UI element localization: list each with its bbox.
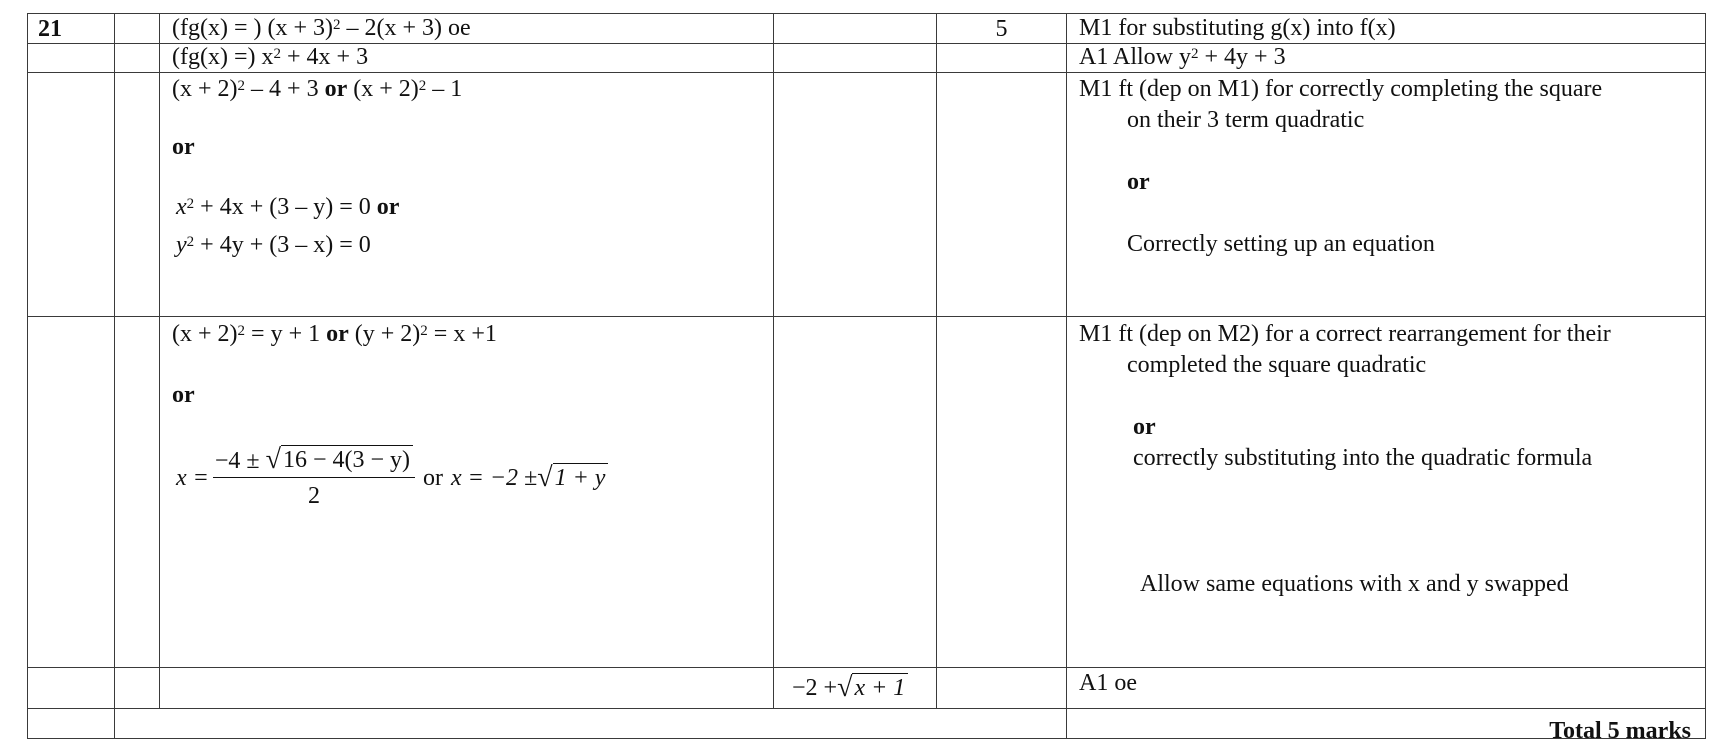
- working-line: [172, 320, 497, 348]
- part-cell: [115, 44, 160, 73]
- part-cell: [115, 14, 160, 44]
- or-word: or: [423, 464, 444, 491]
- note-line: Correctly setting up an equation: [1127, 231, 1435, 257]
- or-word: or: [1127, 169, 1150, 195]
- working-line: [176, 231, 371, 259]
- working-cell: [160, 44, 774, 73]
- working-line: [172, 44, 368, 72]
- working-text: – 1: [426, 76, 463, 102]
- square-root: [537, 463, 608, 493]
- note-line: A1 oe: [1079, 670, 1137, 696]
- working-text: + 4x + 3: [281, 44, 369, 70]
- notes-cell: [1067, 73, 1706, 317]
- working-text: – 4 + 3: [245, 76, 325, 102]
- formula-fraction: [213, 445, 415, 510]
- exponent: 2: [333, 17, 341, 33]
- numerator-text: −4 ±: [214, 448, 266, 474]
- note-line: [1079, 44, 1286, 72]
- notes-cell: [1067, 668, 1706, 709]
- mark-cell: [937, 14, 1067, 44]
- radical-sign-icon: √: [837, 672, 853, 703]
- question-number-cell: [28, 709, 115, 739]
- total-marks-label: Total 5 marks: [1549, 718, 1691, 739]
- note-line: M1 ft (dep on M1) for correctly completing the square: [1079, 76, 1603, 102]
- mark-cell: [937, 317, 1067, 668]
- note-line: M1 for substituting g(x) into f(x): [1079, 15, 1396, 41]
- working-text: = y + 1: [245, 321, 327, 347]
- exponent: 2: [186, 234, 195, 250]
- answer-cell: [774, 73, 937, 317]
- note-line: M1 ft (dep on M2) for a correct rearrangement for their: [1079, 321, 1611, 347]
- note-line: correctly substituting into the quadratic formula: [1133, 445, 1593, 471]
- fraction-denominator: 2: [307, 483, 320, 509]
- table-row: [28, 709, 1706, 739]
- question-number: 21: [38, 16, 62, 42]
- working-text: (x + 2): [172, 76, 238, 102]
- working-text: (y + 2): [348, 321, 421, 347]
- table-row: [28, 668, 1706, 709]
- working-cell: [160, 73, 774, 317]
- or-word: or: [1133, 414, 1156, 440]
- working-text: (x + 2): [172, 321, 238, 347]
- answer-text: −2 +: [792, 675, 838, 701]
- question-number-cell: [28, 668, 115, 709]
- working-line: [172, 75, 462, 103]
- notes-cell: [1067, 14, 1706, 44]
- radicand: 1 + y: [553, 463, 609, 493]
- table-row: [28, 73, 1706, 317]
- part-cell: [115, 709, 1067, 739]
- answer-cell: [774, 317, 937, 668]
- radical-sign-icon: √: [537, 461, 553, 493]
- working-text: + 4y + (3 – x) = 0: [194, 232, 371, 258]
- working-cell: [160, 14, 774, 44]
- quadratic-formula: [176, 445, 608, 510]
- exponent: 2: [273, 46, 281, 62]
- mark-cell: [937, 73, 1067, 317]
- square-root: [266, 445, 413, 475]
- fraction-numerator: [213, 445, 415, 478]
- or-word: or: [376, 194, 400, 220]
- notes-cell: [1067, 317, 1706, 668]
- answer-cell: [774, 668, 937, 709]
- mark-cell: [937, 44, 1067, 73]
- working-text: y: [176, 232, 187, 258]
- notes-cell: [1067, 44, 1706, 73]
- part-cell: [115, 317, 160, 668]
- radical-sign-icon: √: [265, 444, 281, 475]
- exponent: 2: [186, 196, 195, 212]
- question-number-cell: [28, 14, 115, 44]
- exponent: 2: [418, 78, 427, 94]
- table-row: [28, 44, 1706, 73]
- working-line: [172, 14, 471, 42]
- working-text: (fg(x) =) x: [172, 44, 274, 70]
- table-row: [28, 317, 1706, 668]
- radicand: 16 − 4(3 − y): [281, 445, 413, 475]
- note-text: + 4y + 3: [1198, 44, 1286, 70]
- exponent: 2: [420, 323, 428, 339]
- working-text: + 4x + (3 – y) = 0: [194, 194, 377, 220]
- exponent: 2: [237, 78, 246, 94]
- working-text: = x +1: [427, 321, 497, 347]
- working-text: (fg(x) = ) (x + 3): [172, 15, 334, 41]
- final-answer: [792, 673, 908, 703]
- part-cell: [115, 668, 160, 709]
- or-word: or: [172, 134, 195, 160]
- working-cell: [160, 317, 774, 668]
- answer-cell: [774, 14, 937, 44]
- mark-scheme-table: [27, 13, 1706, 739]
- mark-value: 5: [995, 16, 1008, 42]
- radicand: x + 1: [852, 673, 908, 703]
- working-cell: [160, 668, 774, 709]
- question-number-cell: [28, 317, 115, 668]
- working-line: [176, 193, 399, 221]
- working-text: (x + 2): [347, 76, 419, 102]
- working-text: x: [176, 194, 187, 220]
- working-text: – 2(x + 3) oe: [340, 15, 471, 41]
- or-word: or: [326, 321, 349, 347]
- or-word: or: [172, 382, 195, 408]
- note-line: Allow same equations with x and y swapped: [1140, 571, 1569, 597]
- mark-cell: [937, 668, 1067, 709]
- formula-alt: x = −2 ±: [451, 464, 538, 491]
- part-cell: [115, 73, 160, 317]
- note-text: A1 Allow y: [1079, 44, 1192, 70]
- notes-cell: [1067, 709, 1706, 739]
- formula-lhs: x =: [176, 464, 209, 491]
- or-word: or: [324, 76, 348, 102]
- exponent: 2: [1191, 46, 1199, 62]
- note-line: completed the square quadratic: [1127, 352, 1427, 378]
- table-row: [28, 14, 1706, 44]
- note-line: on their 3 term quadratic: [1127, 107, 1365, 133]
- exponent: 2: [237, 323, 246, 339]
- question-number-cell: [28, 73, 115, 317]
- question-number-cell: [28, 44, 115, 73]
- answer-cell: [774, 44, 937, 73]
- square-root: [837, 673, 908, 703]
